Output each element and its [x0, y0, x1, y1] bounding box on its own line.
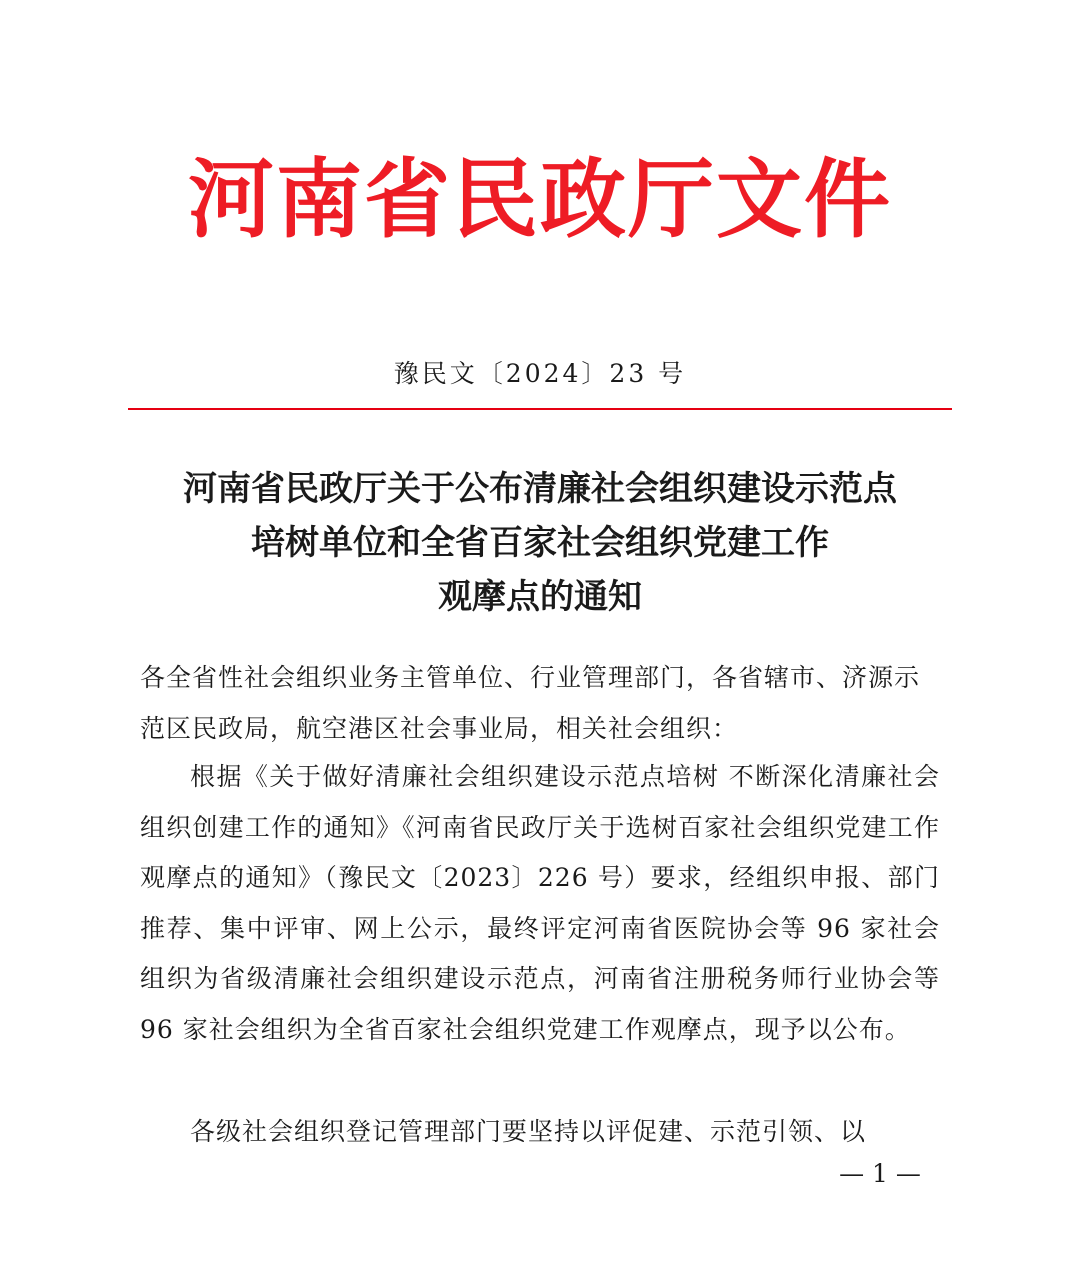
notice-title-line-2: 培树单位和全省百家社会组织党建工作 [251, 523, 829, 563]
addressee-paragraph: 各全省性社会组织业务主管单位、行业管理部门，各省辖市、济源示范区民政局，航空港区社会事业局，相关社会组织： [140, 663, 921, 743]
red-divider-line [128, 408, 952, 410]
page-number: — 1 — [839, 1159, 921, 1188]
document-header-title: 河南省民政厅文件 [188, 149, 892, 250]
document-number: 豫民文〔2024〕23 号 [393, 359, 687, 388]
body-paragraph-1: 根据《关于做好清廉社会组织建设示范点培树 不断深化清廉社会组织创建工作的通知》《河南省民政厅关于选树百家社会组织党建工作观摩点的通知》（豫民文〔2023〕226 号）要求，经组织申报、部门推荐、集中评审、网上公示，最终评定河南省医院协会等 96 家社会组织为省级清廉社会组织建设示范点，河南省注册税务师行业协会等 96 家社会组织为全省百家社会组织党建工作观摩点，现予以公布。 [140, 762, 940, 1044]
notice-title-line-3: 观摩点的通知 [438, 577, 642, 617]
notice-title-line-1: 河南省民政厅关于公布清廉社会组织建设示范点 [183, 469, 897, 509]
notice-title [100, 462, 980, 624]
body-paragraph-2: 各级社会组织登记管理部门要坚持以评促建、示范引领、以 [190, 1117, 867, 1146]
